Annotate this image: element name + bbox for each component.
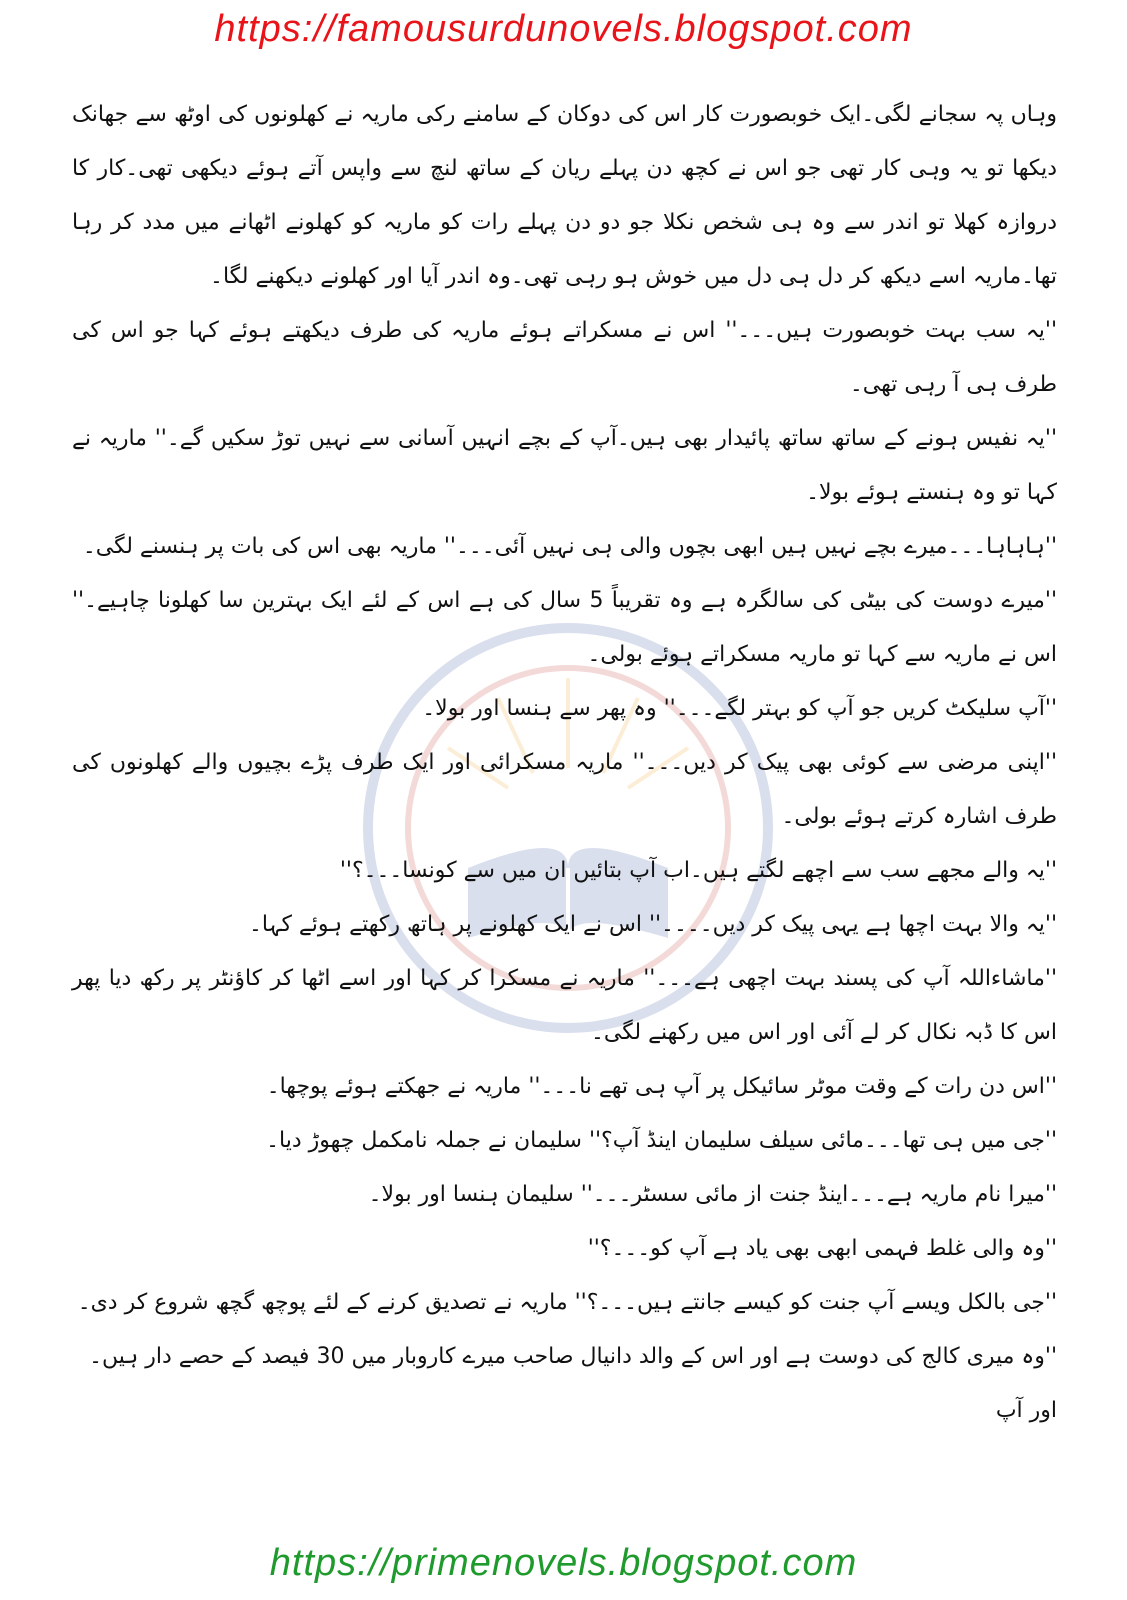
paragraph-3: ''یہ نفیس ہونے کے ساتھ ساتھ پائیدار بھی ہیں۔آپ کے بچے انہیں آسانی سے نہیں توڑ سکیں گے۔'' ماریہ نے کہا تو وہ ہنستے ہوئے بولا۔	[72, 426, 1057, 505]
paragraph-8: ''یہ والے مجھے سب سے اچھے لگتے ہیں۔اب آپ بتائیں ان میں سے کونسا۔۔۔؟''	[339, 858, 1057, 883]
paragraph-15: ''جی بالکل ویسے آپ جنت کو کیسے جانتے ہیں۔۔۔؟'' ماریہ نے تصدیق کرنے کے لئے پوچھ گچھ شروع کر دی۔	[77, 1290, 1057, 1315]
paragraph-7: ''اپنی مرضی سے کوئی بھی پیک کر دیں۔۔۔'' ماریہ مسکرائی اور ایک طرف پڑے بچیوں والے کھلونوں کی طرف اشارہ کرتے ہوئے بولی۔	[72, 750, 1057, 829]
paragraph-2: ''یہ سب بہت خوبصورت ہیں۔۔۔'' اس نے مسکراتے ہوئے ماریہ کی طرف دیکھتے ہوئے کہا جو اس کی طرف ہی آ رہی تھی۔	[72, 318, 1057, 397]
paragraph-1: وہاں پہ سجانے لگی۔ایک خوبصورت کار اس کی دوکان کے سامنے رکی ماریہ نے کھلونوں کی اوٹھ سے جھانک دیکھا تو یہ وہی کار تھی جو اس نے کچھ دن پہلے ریان کے ساتھ لنچ سے واپس آتے ہوئے دیکھی تھی۔کار کا دروازہ کھلا تو اندر سے وہ ہی شخص نکلا جو دو دن پہلے رات کو ماریہ کو کھلونے اٹھانے میں مدد کر رہا تھا۔ماریہ اسے دیکھ کر دل ہی دل میں خوش ہو رہی تھی۔وہ اندر آیا اور کھلونے دیکھنے لگا۔	[72, 102, 1057, 289]
paragraph-13: ''میرا نام ماریہ ہے۔۔۔اینڈ جنت از مائی سسٹر۔۔۔'' سلیمان ہنسا اور بولا۔	[368, 1182, 1057, 1207]
paragraph-10: ''ماشاءاللہ آپ کی پسند بہت اچھی ہے۔۔۔'' ماریہ نے مسکرا کر کہا اور اسے اٹھا کر کاؤنٹر پر رکھ دیا پھر اس کا ڈبہ نکال کر لے آئی اور اس میں رکھنے لگی۔	[72, 966, 1057, 1045]
paragraph-5: ''میرے دوست کی بیٹی کی سالگرہ ہے وہ تقریباً 5 سال کی ہے اس کے لئے ایک بہترین سا کھلونا چاہیے۔'' اس نے ماریہ سے کہا تو ماریہ مسکراتے ہوئے بولی۔	[72, 588, 1057, 667]
paragraph-9: ''یہ والا بہت اچھا ہے یہی پیک کر دیں۔۔۔۔'' اس نے ایک کھلونے پر ہاتھ رکھتے ہوئے کہا۔	[248, 912, 1057, 937]
paragraph-16: ''وہ میری کالج کی دوست ہے اور اس کے والد دانیال صاحب میرے کاروبار میں 30 فیصد کے حصے دار ہیں۔اور آپ	[89, 1344, 1057, 1423]
paragraph-6: ''آپ سلیکٹ کریں جو آپ کو بہتر لگے۔۔۔'' وہ پھر سے ہنسا اور بولا۔	[422, 696, 1057, 721]
paragraph-14: ''وہ والی غلط فہمی ابھی بھی یاد ہے آپ کو۔۔۔؟''	[587, 1236, 1057, 1261]
document-text-body	[72, 88, 1057, 1528]
footer-url: https://primenovels.blogspot.com	[269, 1542, 858, 1584]
paragraph-4: ''ہاہاہا۔۔۔میرے بچے نہیں ہیں ابھی بچوں والی ہی نہیں آئی۔۔۔'' ماریہ بھی اس کی بات پر ہنسنے لگی۔	[82, 534, 1057, 559]
header-url: https://famousurdunovels.blogspot.com	[214, 8, 913, 50]
paragraph-11: ''اس دن رات کے وقت موٹر سائیکل پر آپ ہی تھے نا۔۔۔'' ماریہ نے جھکتے ہوئے پوچھا۔	[266, 1074, 1057, 1099]
paragraph-12: ''جی میں ہی تھا۔۔۔مائی سیلف سلیمان اینڈ آپ؟'' سلیمان نے جملہ نامکمل چھوڑ دیا۔	[266, 1128, 1057, 1153]
